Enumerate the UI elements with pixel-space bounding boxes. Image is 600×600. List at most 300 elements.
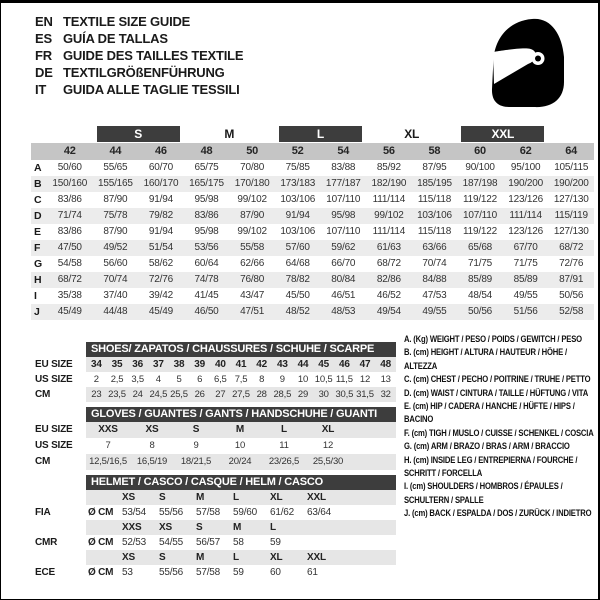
measure-letter: D <box>34 210 42 222</box>
helmet-unit-spacer <box>86 550 120 565</box>
measure-value: 49/55 <box>513 290 538 301</box>
gloves-row-values <box>86 422 396 438</box>
measure-value: 177/187 <box>325 178 361 189</box>
gloves-row-label: US SIZE <box>35 440 73 451</box>
measure-row-h <box>31 272 594 288</box>
measure-value: 185/195 <box>417 178 452 189</box>
shoes-row-values <box>86 387 396 402</box>
measure-value: 95/100 <box>510 162 541 173</box>
shoes-value: 10 <box>297 374 309 385</box>
shoes-value: 34 <box>90 359 102 370</box>
legend-item-j: J. (cm) BACK / ESPALDA / DOS / ZURÜCK / INDIETRO <box>404 508 592 519</box>
gloves-value: 12 <box>322 440 334 451</box>
shoes-row-values <box>86 372 396 387</box>
measure-value: 72/76 <box>148 274 173 285</box>
shoes-value: 2 <box>93 374 99 385</box>
shoes-row <box>31 387 396 402</box>
gloves-value: XS <box>145 424 159 435</box>
measure-letter: E <box>34 226 41 238</box>
helmet-size-value: 63/64 <box>307 507 332 518</box>
measure-value: 103/106 <box>280 194 316 205</box>
measure-value: 41/45 <box>194 290 219 301</box>
measure-value: 83/88 <box>331 162 356 173</box>
shoes-row <box>31 357 396 372</box>
measure-value: 87/91 <box>559 274 584 285</box>
helmet-size-label: L <box>233 552 239 563</box>
racing-helmet-icon <box>488 17 568 109</box>
helmet-size-label: L <box>270 522 276 533</box>
helmet-size-value: 61 <box>307 567 318 578</box>
measure-row-b <box>31 176 594 192</box>
measure-letter: A <box>34 162 42 174</box>
measure-value: 37/40 <box>103 290 128 301</box>
helmet-size-value: 61/62 <box>270 507 295 518</box>
shoes-value: 39 <box>194 359 206 370</box>
measure-value: 87/90 <box>103 226 128 237</box>
measure-value: 45/50 <box>285 290 310 301</box>
shoes-value: 27,5 <box>232 389 250 400</box>
measure-value: 47/51 <box>240 306 265 317</box>
measure-value: 55/58 <box>240 242 265 253</box>
measure-value: 72/76 <box>559 258 584 269</box>
shoes-value: 23 <box>91 389 102 400</box>
measure-letter: I <box>34 290 37 302</box>
measure-value: 68/72 <box>559 242 584 253</box>
shoes-row-values <box>86 357 396 372</box>
gloves-row-label: EU SIZE <box>35 424 73 435</box>
helmet-size-value: 52/53 <box>122 537 147 548</box>
gloves-value: 10 <box>234 440 246 451</box>
measure-value: 91/94 <box>148 194 173 205</box>
gloves-row-label: CM <box>35 456 51 467</box>
measure-value: 46/52 <box>376 290 401 301</box>
shoes-value: 42 <box>256 359 268 370</box>
gloves-value: S <box>192 424 200 435</box>
measure-value: 119/122 <box>463 226 498 237</box>
measure-row-a <box>31 160 594 176</box>
helmet-size-label: XS <box>122 492 135 503</box>
measure-value: 123/126 <box>508 226 543 237</box>
measure-value: 78/82 <box>285 274 310 285</box>
measure-value: 187/198 <box>462 178 498 189</box>
helmet-size-row-spacer <box>31 490 86 505</box>
helmet-size-label: XL <box>270 552 283 563</box>
size-band-spacer <box>548 126 594 142</box>
shoes-value: 36 <box>132 359 144 370</box>
helmet-size-value: 53 <box>122 567 133 578</box>
gloves-row <box>31 454 396 470</box>
measure-value: 68/72 <box>376 258 401 269</box>
helmet-size-labels <box>86 490 396 505</box>
gloves-value: 11 <box>279 440 289 451</box>
helmet-unit-label: Ø CM <box>88 537 114 548</box>
measurement-legend <box>404 333 600 521</box>
shoes-value: 2,5 <box>110 374 124 385</box>
helmet-size-label: XS <box>159 522 172 533</box>
measure-value: 85/92 <box>376 162 401 173</box>
helmet-data-values <box>86 535 396 550</box>
textile-size-table <box>31 125 594 320</box>
measure-value: 91/94 <box>148 226 173 237</box>
measure-value: 51/56 <box>513 306 538 317</box>
measure-value: 57/60 <box>285 242 310 253</box>
size-number: 44 <box>109 145 122 157</box>
helmet-size-label: M <box>196 492 205 503</box>
shoes-value: 11,5 <box>335 374 353 385</box>
corner-cell <box>31 143 47 160</box>
size-band-xxl: XXL <box>461 126 544 142</box>
helmet-unit-label: Ø CM <box>88 567 114 578</box>
helmet-size-row-ece <box>31 550 396 565</box>
helmet-data-values <box>86 565 396 580</box>
measure-value: 51/54 <box>148 242 173 253</box>
measure-value: 71/74 <box>57 210 82 221</box>
gloves-value: XXS <box>98 424 118 435</box>
measure-value: 48/54 <box>468 290 493 301</box>
gloves-value: 8 <box>149 440 155 451</box>
size-band-m: M <box>224 127 235 141</box>
measure-value: 115/119 <box>554 210 588 221</box>
gloves-row <box>31 422 396 438</box>
shoes-value: 4 <box>155 374 161 385</box>
measure-value: 170/180 <box>234 178 270 189</box>
measure-value: 71/75 <box>513 258 538 269</box>
shoes-value: 9 <box>279 374 285 385</box>
helmet-size-value: 56/57 <box>196 537 221 548</box>
shoes-value: 23,5 <box>108 389 126 400</box>
measure-letter: C <box>34 194 42 206</box>
measure-value: 50/60 <box>57 162 82 173</box>
size-number: 60 <box>474 145 486 157</box>
language-title-list <box>35 13 243 98</box>
measure-row-g <box>31 256 594 272</box>
measure-value: 107/110 <box>326 226 361 237</box>
measure-value: 48/53 <box>331 306 356 317</box>
gloves-value: 18/21,5 <box>180 456 212 467</box>
measure-value: 182/190 <box>371 178 407 189</box>
helmet-size-row-cmr <box>31 520 396 535</box>
measure-value: 71/75 <box>468 258 493 269</box>
size-number: 56 <box>382 145 395 157</box>
helmet-size-value: 59/60 <box>233 507 258 518</box>
size-band-xl: XL <box>404 127 420 141</box>
helmet-data-row-fia <box>31 505 396 520</box>
measure-value: 50/56 <box>559 290 584 301</box>
helmet-size-value: 53/54 <box>122 507 147 518</box>
measure-value: 99/102 <box>374 210 404 221</box>
shoes-value: 8 <box>259 374 265 385</box>
measure-value: 65/68 <box>468 242 493 253</box>
size-number: 64 <box>565 145 578 157</box>
shoes-value: 43 <box>276 359 288 370</box>
measure-value: 83/86 <box>57 194 82 205</box>
shoes-value: 35 <box>111 359 123 370</box>
measure-value: 99/102 <box>237 226 267 237</box>
shoes-value: 28 <box>256 389 267 400</box>
measure-value: 150/160 <box>52 178 88 189</box>
language-row <box>35 30 243 47</box>
measure-value: 74/78 <box>194 274 219 285</box>
measure-value: 111/114 <box>372 194 406 205</box>
shoes-value: 44 <box>297 359 309 370</box>
legend-item-i: I. (cm) SHOULDERS / HOMBROS / ÉPAULES / SCHULTERN / SPALLE <box>404 481 563 505</box>
shoes-row-label: EU SIZE <box>35 359 73 370</box>
helmet-size-label: S <box>159 492 166 503</box>
language-code: ES <box>35 31 52 46</box>
measure-value: 75/78 <box>103 210 128 221</box>
helmet-size-row-fia <box>31 490 396 505</box>
measure-letter: F <box>34 242 41 254</box>
gloves-table-title: GLOVES / GUANTES / GANTS / HANDSCHUHE / GUANTI <box>86 407 396 422</box>
measure-row-c <box>31 192 594 208</box>
shoes-value: 30,5 <box>335 389 354 400</box>
measure-value: 105/115 <box>554 162 589 173</box>
measure-value: 58/62 <box>148 258 173 269</box>
language-row <box>35 47 243 64</box>
measure-value: 48/52 <box>285 306 310 317</box>
language-code: EN <box>35 14 53 29</box>
helmet-unit-spacer <box>86 490 120 505</box>
measure-value: 60/70 <box>148 162 173 173</box>
measure-value: 50/56 <box>468 306 493 317</box>
measure-value: 91/94 <box>285 210 310 221</box>
measure-value: 127/130 <box>553 194 589 205</box>
measure-value: 87/90 <box>240 210 265 221</box>
legend-item-e: E. (cm) HIP / CADERA / HANCHE / HÜFTE / HIPS / BACINO <box>404 401 575 425</box>
helmet-size-label <box>305 520 342 535</box>
measure-value: 103/106 <box>280 226 316 237</box>
legend-item-b: B. (cm) HEIGHT / ALTURA / HAUTEUR / HÖHE / ALTEZZA <box>404 347 568 371</box>
measure-value: 127/130 <box>553 226 589 237</box>
measure-value: 63/66 <box>422 242 447 253</box>
language-code: DE <box>35 65 53 80</box>
gloves-value: 16,5/19 <box>136 456 168 467</box>
measure-value: 80/84 <box>331 274 356 285</box>
helmet-unit-label: Ø CM <box>88 507 114 518</box>
measure-value: 70/80 <box>240 162 265 173</box>
helmet-size-value <box>305 535 342 550</box>
measure-value: 39/42 <box>148 290 173 301</box>
measure-value: 46/50 <box>194 306 219 317</box>
size-number: 50 <box>246 145 259 157</box>
measure-value: 52/58 <box>559 306 584 317</box>
measure-value: 47/50 <box>57 242 82 253</box>
shoes-value: 26 <box>194 389 205 400</box>
helmet-size-label: L <box>233 492 239 503</box>
measure-value: 35/38 <box>57 290 82 301</box>
helmet-size-label: XXL <box>307 552 326 563</box>
shoes-row-label: US SIZE <box>35 374 73 385</box>
measure-value: 54/58 <box>57 258 82 269</box>
shoes-value: 48 <box>380 359 392 370</box>
gloves-value: 7 <box>105 440 111 451</box>
measure-value: 111/114 <box>372 226 406 237</box>
gloves-value: L <box>281 424 287 435</box>
helmet-size-row-spacer <box>31 550 86 565</box>
measure-value: 49/54 <box>376 306 401 317</box>
measure-value: 115/118 <box>417 194 452 205</box>
shoes-value: 38 <box>173 359 185 370</box>
guide-title-it: GUIDA ALLE TAGLIE TESSILI <box>63 82 240 97</box>
size-number: 42 <box>63 145 76 157</box>
measure-value: 90/100 <box>465 162 495 173</box>
measure-value: 68/72 <box>57 274 82 285</box>
shoes-value: 5 <box>176 374 182 385</box>
measure-value: 85/89 <box>513 274 538 285</box>
measure-letter: H <box>34 274 42 286</box>
measure-value: 70/74 <box>422 258 447 269</box>
shoes-value: 7,5 <box>234 374 248 385</box>
shoes-size-table <box>31 342 396 402</box>
measure-value: 107/110 <box>463 210 498 221</box>
size-band-row <box>31 125 594 143</box>
measure-value: 87/90 <box>103 194 128 205</box>
shoes-value: 12 <box>359 374 371 385</box>
shoes-row-label: CM <box>35 389 51 400</box>
language-row <box>35 64 243 81</box>
helmet-size-value: 59 <box>233 567 244 578</box>
gloves-value: XL <box>321 424 335 435</box>
shoes-value: 10,5 <box>314 374 333 385</box>
measure-value: 46/51 <box>331 290 356 301</box>
measure-row-j <box>31 304 594 320</box>
measure-value: 95/98 <box>194 194 219 205</box>
shoes-table-title: SHOES/ ZAPATOS / CHAUSSURES / SCHUHE / SCARPE <box>86 342 396 357</box>
helmet-unit-spacer <box>86 520 120 535</box>
gloves-value: M <box>235 424 245 435</box>
helmet-size-label: M <box>233 522 242 533</box>
measure-value: 61/63 <box>376 242 401 253</box>
measure-value: 59/62 <box>331 242 356 253</box>
measure-value: 49/55 <box>422 306 447 317</box>
measure-value: 190/200 <box>508 178 543 189</box>
measure-value: 44/48 <box>103 306 128 317</box>
shoes-value: 24 <box>132 389 143 400</box>
shoes-value: 13 <box>380 374 391 385</box>
helmet-size-value: 55/56 <box>159 507 184 518</box>
shoes-value: 30 <box>318 389 329 400</box>
measure-value: 70/74 <box>103 274 128 285</box>
language-code: FR <box>35 48 52 63</box>
helmet-size-label: M <box>196 552 205 563</box>
measure-value: 55/65 <box>103 162 128 173</box>
helmet-table-title: HELMET / CASCO / CASQUE / HELM / CASCO <box>86 475 396 490</box>
size-number: 52 <box>291 145 304 157</box>
language-row <box>35 13 243 30</box>
shoes-value: 25,5 <box>170 389 188 400</box>
measure-value: 115/118 <box>417 226 452 237</box>
helmet-size-row-spacer <box>31 520 86 535</box>
size-band-s: S <box>97 126 180 142</box>
measure-value: 87/95 <box>422 162 447 173</box>
measure-letter: B <box>34 178 42 190</box>
gloves-size-table <box>31 407 396 470</box>
measure-value: 85/89 <box>468 274 493 285</box>
helmet-size-label: S <box>196 522 203 533</box>
measure-value: 83/86 <box>57 226 82 237</box>
gloves-value: 12,5/16,5 <box>89 456 127 467</box>
helmet-size-label: S <box>159 552 166 563</box>
guide-title-en: TEXTILE SIZE GUIDE <box>63 14 191 29</box>
measure-value: 67/70 <box>513 242 538 253</box>
shoes-value: 29 <box>297 389 309 400</box>
measure-value: 45/49 <box>57 306 82 317</box>
gloves-row-values <box>86 438 396 454</box>
gloves-row <box>31 438 396 454</box>
helmet-size-value: 57/58 <box>196 507 221 518</box>
measure-value: 45/49 <box>148 306 173 317</box>
measure-value: 82/86 <box>376 274 401 285</box>
measure-value: 83/86 <box>194 210 219 221</box>
shoes-value: 41 <box>235 359 247 370</box>
helmet-size-labels <box>86 520 396 535</box>
shoes-row <box>31 372 396 387</box>
gloves-value: 25,5/30 <box>312 456 344 467</box>
legend-item-c: C. (cm) CHEST / PECHO / POITRINE / TRUHE / PETTO <box>404 374 591 385</box>
measure-value: 56/60 <box>103 258 128 269</box>
measure-value: 173/183 <box>280 178 316 189</box>
legend-item-a: A. (Kg) WEIGHT / PESO / POIDS / GEWITCH / PESO <box>404 334 582 344</box>
helmet-standard-label: CMR <box>35 537 58 548</box>
helmet-size-label: XS <box>122 552 135 563</box>
helmet-data-values <box>86 505 396 520</box>
helmet-size-labels <box>86 550 396 565</box>
shoes-value: 28,5 <box>273 389 292 400</box>
helmet-standard-label: FIA <box>35 507 51 518</box>
guide-title-es: GUÍA DE TALLAS <box>63 31 168 46</box>
helmet-standard-label: ECE <box>35 567 55 578</box>
size-number: 62 <box>519 145 532 157</box>
legend-item-d: D. (cm) WAIST / CINTURA / TAILLE / HÜFTUNG / VITA <box>404 387 589 398</box>
measure-row-e <box>31 224 594 240</box>
size-band-l: L <box>279 126 362 142</box>
measure-value: 62/66 <box>240 258 265 269</box>
measure-value: 76/80 <box>240 274 265 285</box>
shoes-value: 6,5 <box>214 374 227 385</box>
shoes-value: 45 <box>318 359 330 370</box>
measure-value: 75/85 <box>285 162 310 173</box>
language-code: IT <box>35 82 47 97</box>
measure-value: 111/114 <box>509 210 542 221</box>
gloves-value: 9 <box>193 440 199 451</box>
measure-value: 190/200 <box>553 178 589 189</box>
measure-value: 119/122 <box>463 194 498 205</box>
measure-value: 155/165 <box>97 178 133 189</box>
gloves-value: 23/26,5 <box>268 456 300 467</box>
measure-value: 95/98 <box>194 226 219 237</box>
measure-letter: G <box>34 258 42 270</box>
size-number: 54 <box>337 145 350 157</box>
shoes-value: 37 <box>152 359 164 370</box>
helmet-size-value: 54/55 <box>159 537 184 548</box>
shoes-value: 27 <box>215 389 226 400</box>
measure-value: 79/82 <box>148 210 173 221</box>
measure-value: 47/53 <box>422 290 447 301</box>
measure-value: 123/126 <box>508 194 543 205</box>
measure-row-f <box>31 240 594 256</box>
shoes-value: 40 <box>214 359 226 370</box>
helmet-size-value: 59 <box>270 537 281 548</box>
helmet-size-value: 55/56 <box>159 567 184 578</box>
guide-title-fr: GUIDE DES TAILLES TEXTILE <box>63 48 244 63</box>
measure-value: 95/98 <box>331 210 356 221</box>
measure-value: 66/70 <box>331 258 356 269</box>
measure-value: 99/102 <box>237 194 267 205</box>
size-number: 48 <box>200 145 213 157</box>
measure-value: 43/47 <box>240 290 265 301</box>
helmet-size-label: XXL <box>307 492 326 503</box>
measure-value: 64/68 <box>285 258 310 269</box>
